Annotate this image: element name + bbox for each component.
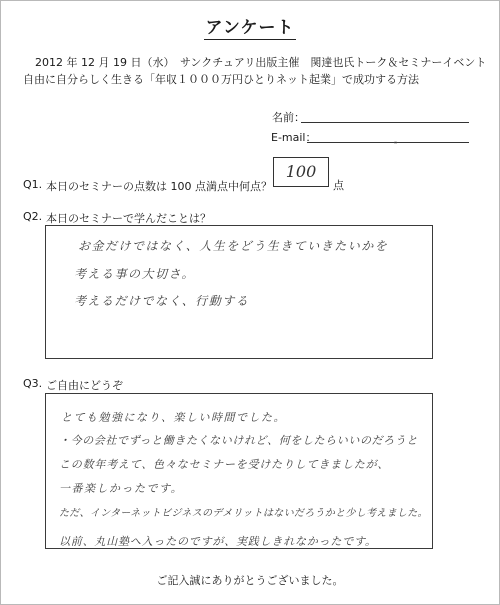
pen-mark: ◦ <box>393 139 399 149</box>
name-field[interactable] <box>301 122 469 123</box>
q3-number: Q3. <box>23 377 43 390</box>
email-label: E-mail： <box>271 131 317 144</box>
q1-question: 本日のセミナーの点数は 100 点満点中何点？ <box>46 180 272 193</box>
q2-answer-line: 考えるだけでなく、行動する <box>74 294 250 308</box>
q1-unit: 点 <box>333 179 344 192</box>
q3-answer-line: ・今の会社でずっと働きたくないけれど、何をしたらいいのだろうと <box>59 434 418 447</box>
q3-question: ご自由にどうぞ <box>46 379 123 392</box>
email-field[interactable] <box>307 142 469 143</box>
q2-answer-line: 考える事の大切さ。 <box>74 267 196 281</box>
q3-answer-line: この数年考えて、色々なセミナーを受けたりしてきましたが、 <box>59 458 390 471</box>
q3-answer-line: ただ、インターネットビジネスのデメリットはないだろうかと少し考えました。 <box>59 508 428 519</box>
page-title: アンケート <box>205 18 295 38</box>
q1-number: Q1. <box>23 178 43 191</box>
closing-message: ご記入誠にありがとうございました。 <box>156 574 344 587</box>
q1-score-box[interactable] <box>273 157 329 187</box>
q1-score-value: 100 <box>285 162 317 181</box>
event-subtitle: 自由に自分らしく生きる「年収１０００万円ひとりネット起業」で成功する方法 <box>23 73 419 86</box>
q2-question: 本日のセミナーで学んだことは？ <box>46 212 211 225</box>
q3-answer-line: 以前、丸山塾へ入ったのですが、実践しきれなかったです。 <box>59 535 377 548</box>
q3-answer-line: 一番楽しかったです。 <box>59 482 184 495</box>
q3-answer-line: とても勉強になり、楽しい時間でした。 <box>61 411 286 424</box>
q2-answer-line: お金だけではなく、人生をどう生きていきたいかを <box>78 239 389 253</box>
event-info: 2012 年 12 月 19 日（水） サンクチュアリ出版主催 関達也氏トーク＆セミナーイベント <box>35 56 487 69</box>
name-label: 名前： <box>272 111 305 124</box>
q2-answer-box[interactable] <box>45 225 433 359</box>
q2-number: Q2. <box>23 210 43 223</box>
q3-answer-box[interactable] <box>45 393 433 549</box>
